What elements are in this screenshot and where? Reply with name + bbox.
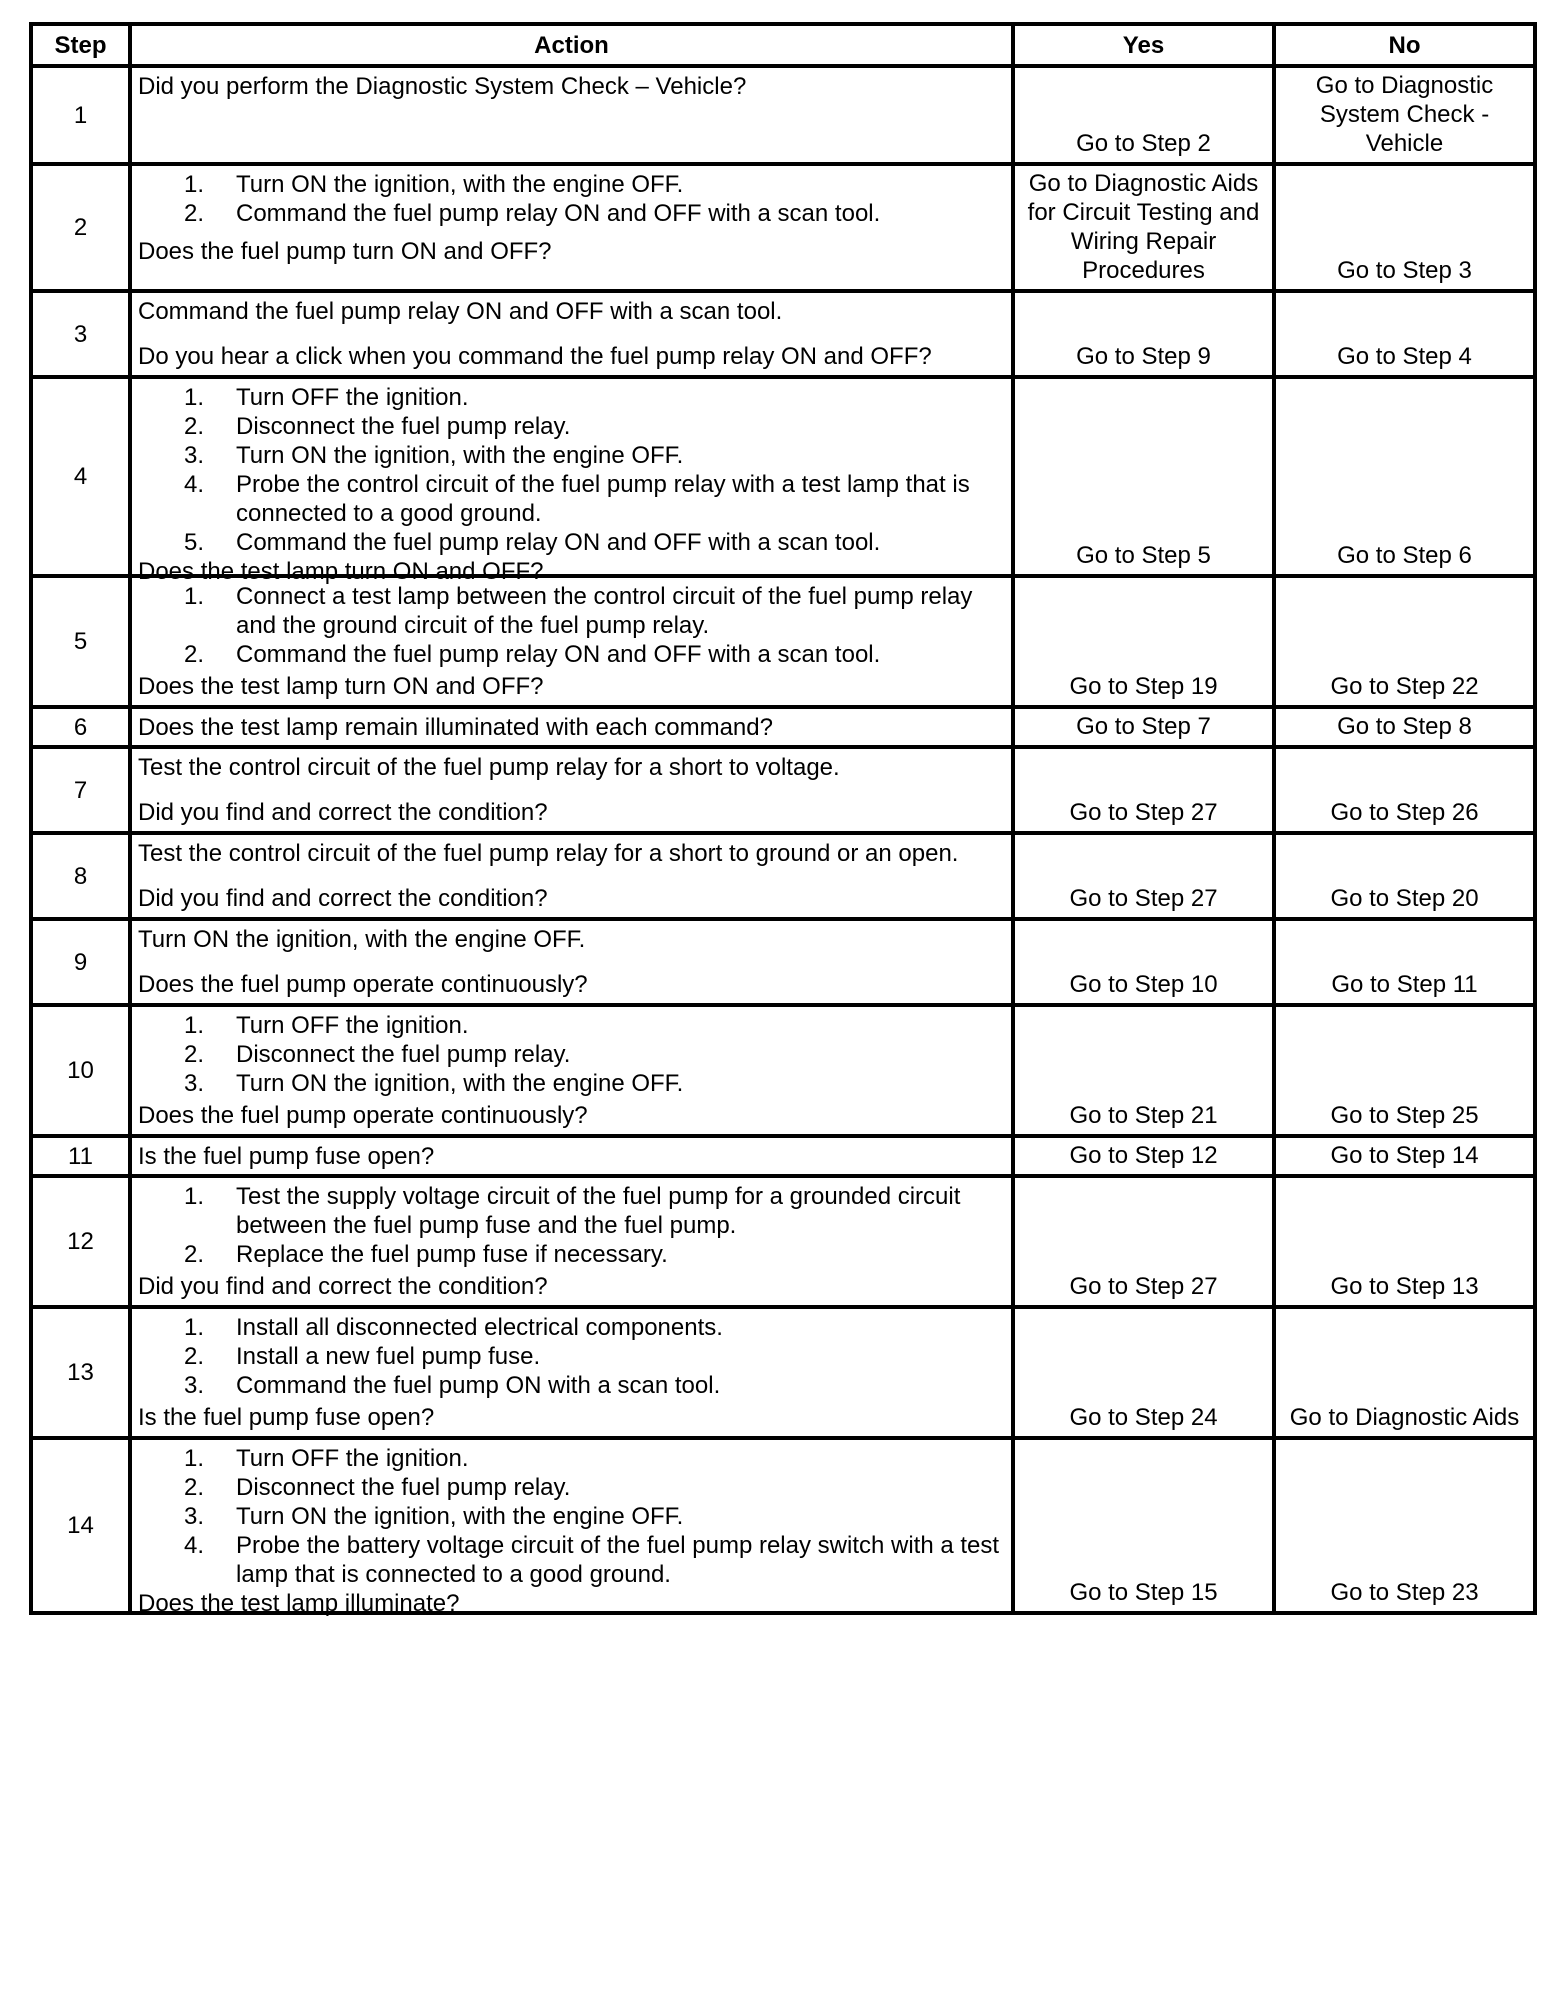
question-text: Did you find and correct the condition? xyxy=(138,799,548,826)
yes-result: Go to Step 27 xyxy=(1013,1176,1274,1307)
instruction-item xyxy=(138,470,1007,528)
no-result: Go to Step 20 xyxy=(1274,833,1535,919)
step-number: 1 xyxy=(31,66,130,164)
instruction-text: Turn ON the ignition, with the engine OFF. xyxy=(236,442,684,469)
header-yes: Yes xyxy=(1013,24,1274,66)
instruction-item xyxy=(138,1240,1007,1269)
instruction-number: 1. xyxy=(184,1314,205,1341)
yes-result: Go to Step 12 xyxy=(1013,1136,1274,1176)
instruction-item xyxy=(138,1040,1007,1069)
instruction-text: Command the fuel pump relay ON and OFF with a scan tool. xyxy=(236,529,881,556)
table-row xyxy=(31,1176,1535,1307)
yes-result: Go to Step 19 xyxy=(1013,576,1274,707)
instruction-item xyxy=(138,1182,1007,1240)
yes-result: Go to Step 2 xyxy=(1013,66,1274,164)
instruction-item xyxy=(138,441,1007,470)
instruction-number: 4. xyxy=(184,1532,205,1559)
question-text: Did you find and correct the condition? xyxy=(138,1273,548,1300)
yes-result: Go to Step 9 xyxy=(1013,291,1274,377)
step-number: 4 xyxy=(31,377,130,576)
table-row xyxy=(31,1307,1535,1438)
question-text: Does the test lamp turn ON and OFF? xyxy=(138,673,544,700)
no-result: Go to Step 14 xyxy=(1274,1136,1535,1176)
no-result: Go to Step 11 xyxy=(1274,919,1535,1005)
no-result: Go to Step 3 xyxy=(1274,164,1535,291)
instruction-number: 1. xyxy=(184,384,205,411)
instruction-item xyxy=(138,1342,1007,1371)
yes-result: Go to Step 7 xyxy=(1013,707,1274,747)
question-text: Does the fuel pump operate continuously? xyxy=(138,1102,588,1129)
no-result: Go to Step 26 xyxy=(1274,747,1535,833)
instruction-number: 3. xyxy=(184,1503,205,1530)
instruction-number: 2. xyxy=(184,1041,205,1068)
step-number: 6 xyxy=(31,707,130,747)
instruction-text: Turn OFF the ignition. xyxy=(236,384,469,411)
no-result: Go to Step 13 xyxy=(1274,1176,1535,1307)
instruction-item xyxy=(138,1531,1007,1589)
step-number: 5 xyxy=(31,576,130,707)
action-cell xyxy=(130,707,1013,747)
question-text: Do you hear a click when you command the fuel pump relay ON and OFF? xyxy=(138,343,932,370)
action-cell xyxy=(130,164,1013,291)
instruction-item xyxy=(138,412,1007,441)
instruction-item xyxy=(138,640,1007,669)
instruction-text: Turn OFF the ignition. xyxy=(236,1012,469,1039)
instruction-number: 2. xyxy=(184,1474,205,1501)
table-row xyxy=(31,377,1535,576)
instruction-item xyxy=(138,1069,1007,1098)
instruction-text: Turn ON the ignition, with the engine OFF. xyxy=(236,1070,684,1097)
action-cell xyxy=(130,576,1013,707)
yes-result: Go to Step 27 xyxy=(1013,833,1274,919)
diagnostic-table xyxy=(29,22,1537,1615)
instruction-item xyxy=(138,582,1007,640)
action-cell xyxy=(130,1307,1013,1438)
instruction-number: 5. xyxy=(184,529,205,556)
instruction-text: Test the control circuit of the fuel pump relay for a short to ground or an open. xyxy=(138,840,959,867)
instruction-text: Command the fuel pump relay ON and OFF with a scan tool. xyxy=(236,641,881,668)
table-row xyxy=(31,1136,1535,1176)
instruction-number: 1. xyxy=(184,1012,205,1039)
instruction-text: Is the fuel pump fuse open? xyxy=(138,1143,435,1170)
table-row xyxy=(31,66,1535,164)
step-number: 11 xyxy=(31,1136,130,1176)
yes-result: Go to Step 24 xyxy=(1013,1307,1274,1438)
action-cell xyxy=(130,377,1013,585)
question-text: Did you find and correct the condition? xyxy=(138,885,548,912)
yes-result: Go to Step 15 xyxy=(1013,1438,1274,1613)
yes-result: Go to Diagnostic Aids for Circuit Testing and Wiring Repair Procedures xyxy=(1013,164,1274,291)
instruction-number: 3. xyxy=(184,1372,205,1399)
instruction-item xyxy=(138,1444,1007,1473)
no-result: Go to Diagnostic Aids xyxy=(1274,1307,1535,1438)
instruction-number: 2. xyxy=(184,413,205,440)
action-cell xyxy=(130,747,1013,833)
no-result: Go to Step 4 xyxy=(1274,291,1535,377)
action-cell xyxy=(130,1005,1013,1136)
question-text: Is the fuel pump fuse open? xyxy=(138,1404,435,1431)
action-cell xyxy=(130,291,1013,377)
step-number: 3 xyxy=(31,291,130,377)
no-result: Go to Step 6 xyxy=(1274,377,1535,576)
instruction-item xyxy=(138,1473,1007,1502)
instruction-list xyxy=(138,383,1007,557)
action-cell xyxy=(130,919,1013,1005)
yes-result: Go to Step 10 xyxy=(1013,919,1274,1005)
step-number: 9 xyxy=(31,919,130,1005)
instruction-item xyxy=(138,1313,1007,1342)
no-result: Go to Step 23 xyxy=(1274,1438,1535,1613)
step-number: 10 xyxy=(31,1005,130,1136)
action-cell xyxy=(130,1136,1013,1176)
instruction-text: Command the fuel pump ON with a scan tool. xyxy=(236,1372,721,1399)
instruction-number: 2. xyxy=(184,641,205,668)
instruction-item xyxy=(138,170,1007,199)
instruction-number: 2. xyxy=(184,200,205,227)
action-cell xyxy=(130,833,1013,919)
question-text: Does the fuel pump turn ON and OFF? xyxy=(138,238,552,265)
header-action: Action xyxy=(130,24,1013,66)
instruction-number: 3. xyxy=(184,442,205,469)
instruction-list xyxy=(138,582,1007,669)
instruction-list xyxy=(138,1444,1007,1589)
table-row xyxy=(31,919,1535,1005)
instruction-text: Test the control circuit of the fuel pump relay for a short to voltage. xyxy=(138,754,840,781)
instruction-item xyxy=(138,1011,1007,1040)
step-number: 12 xyxy=(31,1176,130,1307)
instruction-number: 1. xyxy=(184,1445,205,1472)
header-step: Step xyxy=(31,24,130,66)
no-result: Go to Diagnostic System Check - Vehicle xyxy=(1274,66,1535,164)
instruction-text: Install all disconnected electrical components. xyxy=(236,1314,723,1341)
instruction-number: 1. xyxy=(184,583,205,610)
header-no: No xyxy=(1274,24,1535,66)
instruction-item xyxy=(138,1371,1007,1400)
instruction-number: 3. xyxy=(184,1070,205,1097)
instruction-text: Disconnect the fuel pump relay. xyxy=(236,1474,571,1501)
instruction-text: Command the fuel pump relay ON and OFF with a scan tool. xyxy=(138,298,783,325)
question-text: Does the test lamp illuminate? xyxy=(138,1590,460,1617)
instruction-text: Connect a test lamp between the control circuit of the fuel pump relay and the ground circuit of the fuel pump relay. xyxy=(236,583,973,639)
instruction-text: Does the test lamp remain illuminated with each command? xyxy=(138,714,773,741)
action-cell xyxy=(130,66,1013,164)
instruction-text: Probe the battery voltage circuit of the fuel pump relay switch with a test lamp that is connected to a good ground. xyxy=(236,1532,1000,1588)
step-number: 14 xyxy=(31,1438,130,1613)
instruction-list xyxy=(138,1011,1007,1098)
instruction-text: Replace the fuel pump fuse if necessary. xyxy=(236,1241,668,1268)
instruction-text: Turn ON the ignition, with the engine OFF. xyxy=(236,171,684,198)
header-row xyxy=(31,24,1535,66)
table-row xyxy=(31,576,1535,707)
instruction-text: Did you perform the Diagnostic System Check – Vehicle? xyxy=(138,73,747,100)
instruction-text: Turn ON the ignition, with the engine OFF. xyxy=(138,926,586,953)
step-number: 2 xyxy=(31,164,130,291)
instruction-list xyxy=(138,1313,1007,1400)
question-text: Does the fuel pump operate continuously? xyxy=(138,971,588,998)
no-result: Go to Step 25 xyxy=(1274,1005,1535,1136)
instruction-text: Command the fuel pump relay ON and OFF with a scan tool. xyxy=(236,200,881,227)
step-number: 8 xyxy=(31,833,130,919)
yes-result: Go to Step 27 xyxy=(1013,747,1274,833)
instruction-text: Probe the control circuit of the fuel pump relay with a test lamp that is connected to a good ground. xyxy=(236,471,970,527)
no-result: Go to Step 8 xyxy=(1274,707,1535,747)
action-cell xyxy=(130,1438,1013,1617)
table-row xyxy=(31,747,1535,833)
table-row xyxy=(31,1005,1535,1136)
step-number: 13 xyxy=(31,1307,130,1438)
instruction-text: Turn ON the ignition, with the engine OFF. xyxy=(236,1503,684,1530)
instruction-text: Disconnect the fuel pump relay. xyxy=(236,1041,571,1068)
no-result: Go to Step 22 xyxy=(1274,576,1535,707)
instruction-text: Turn OFF the ignition. xyxy=(236,1445,469,1472)
action-cell xyxy=(130,1176,1013,1307)
table-row xyxy=(31,291,1535,377)
instruction-number: 2. xyxy=(184,1343,205,1370)
instruction-number: 1. xyxy=(184,171,205,198)
yes-result: Go to Step 21 xyxy=(1013,1005,1274,1136)
step-number: 7 xyxy=(31,747,130,833)
instruction-item xyxy=(138,383,1007,412)
instruction-text: Test the supply voltage circuit of the fuel pump for a grounded circuit between the fuel pump fuse and the fuel pump. xyxy=(236,1183,961,1239)
instruction-number: 1. xyxy=(184,1183,205,1210)
table-row xyxy=(31,707,1535,747)
instruction-text: Disconnect the fuel pump relay. xyxy=(236,413,571,440)
instruction-number: 2. xyxy=(184,1241,205,1268)
question-text: Does the test lamp turn ON and OFF? xyxy=(138,558,544,585)
instruction-item xyxy=(138,1502,1007,1531)
instruction-list xyxy=(138,1182,1007,1269)
instruction-item xyxy=(138,199,1007,228)
table-row xyxy=(31,833,1535,919)
yes-result: Go to Step 5 xyxy=(1013,377,1274,576)
instruction-text: Install a new fuel pump fuse. xyxy=(236,1343,541,1370)
instruction-list xyxy=(138,170,1007,228)
table-row xyxy=(31,164,1535,291)
instruction-number: 4. xyxy=(184,471,205,498)
instruction-item xyxy=(138,528,1007,557)
table-row xyxy=(31,1438,1535,1613)
